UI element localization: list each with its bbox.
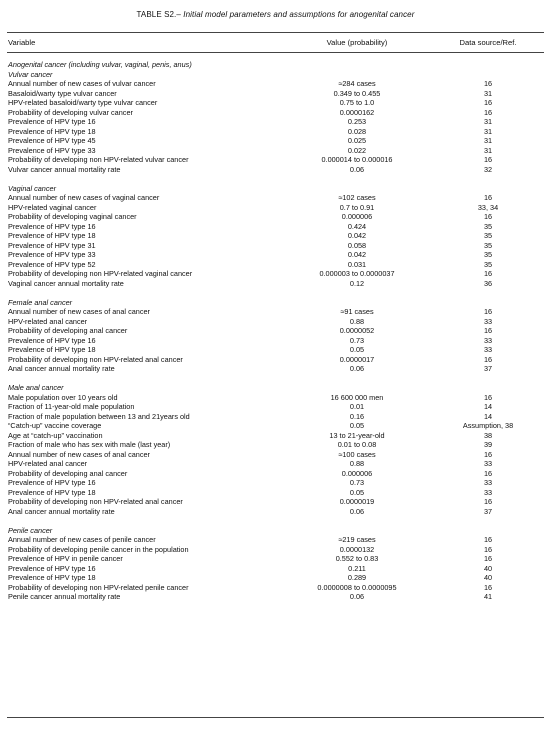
table-row bbox=[0, 89, 551, 99]
value-cell: 0.025 bbox=[347, 136, 367, 145]
variable-cell: Vaginal cancer annual mortality rate bbox=[8, 278, 124, 288]
table-row bbox=[0, 421, 551, 431]
value-cell: 0.01 to 0.08 bbox=[337, 440, 377, 449]
value-cell: 0.05 bbox=[349, 487, 365, 497]
source-cell: 36 bbox=[483, 278, 493, 288]
value-cell: 13 to 21-year-old bbox=[329, 430, 385, 440]
value-cell: 0.000014 to 0.000016 bbox=[321, 155, 393, 164]
table-row bbox=[0, 507, 551, 517]
table-row bbox=[0, 79, 551, 89]
source-cell: 14 bbox=[483, 411, 493, 421]
table-row bbox=[0, 260, 551, 270]
source-cell: 35 bbox=[483, 231, 493, 240]
value-cell: 0.0000052 bbox=[339, 326, 375, 335]
variable-cell: Annual number of new cases of vulvar cancer bbox=[8, 79, 156, 88]
table-row bbox=[0, 393, 551, 403]
variable-cell: Annual number of new cases of anal cancer bbox=[8, 307, 150, 316]
column-header-row bbox=[0, 38, 551, 50]
table-row bbox=[0, 355, 551, 365]
value-cell: 0.0000017 bbox=[339, 354, 375, 364]
source-cell: 35 bbox=[483, 250, 493, 259]
source-cell: 16 bbox=[483, 193, 493, 202]
variable-cell: Prevalence of HPV type 45 bbox=[8, 136, 96, 145]
variable-cell: Prevalence of HPV type 16 bbox=[8, 478, 96, 487]
source-cell: 31 bbox=[483, 126, 493, 136]
table-row bbox=[0, 412, 551, 422]
value-cell: 0.000006 bbox=[341, 468, 373, 478]
table-body bbox=[0, 60, 551, 602]
value-cell: 0.0000019 bbox=[339, 497, 375, 506]
value-cell: 0.022 bbox=[347, 145, 367, 155]
table-row bbox=[0, 203, 551, 213]
variable-cell: Prevalence of HPV type 16 bbox=[8, 117, 96, 126]
header-rule bbox=[7, 52, 544, 53]
table-row bbox=[0, 212, 551, 222]
variable-cell: HPV-related basaloid/warty type vulvar cancer bbox=[8, 98, 158, 107]
variable-cell: Probability of developing vulvar cancer bbox=[8, 107, 133, 117]
table-row bbox=[0, 573, 551, 583]
value-cell: 0.000003 to 0.0000037 bbox=[319, 269, 395, 278]
value-cell: 0.289 bbox=[347, 573, 367, 582]
table-row bbox=[0, 193, 551, 203]
value-cell: 0.05 bbox=[349, 421, 365, 430]
table-row bbox=[0, 554, 551, 564]
top-rule bbox=[7, 32, 544, 33]
section-title: Penile cancer bbox=[8, 525, 53, 535]
value-cell: ≈91 cases bbox=[340, 307, 374, 316]
value-cell: 0.424 bbox=[347, 221, 367, 231]
source-cell: 16 bbox=[483, 155, 493, 164]
section-title: Vulvar cancer bbox=[8, 69, 53, 79]
table-row bbox=[0, 136, 551, 146]
source-cell: 16 bbox=[483, 269, 493, 278]
source-cell: 33 bbox=[483, 459, 493, 468]
value-cell: 16 600 000 men bbox=[330, 392, 384, 402]
source-cell: 16 bbox=[483, 497, 493, 506]
variable-cell: Prevalence of HPV type 18 bbox=[8, 487, 96, 497]
variable-cell: Prevalence of HPV type 18 bbox=[8, 231, 96, 240]
table-row bbox=[0, 402, 551, 412]
source-cell: 16 bbox=[483, 449, 493, 459]
table-row bbox=[0, 488, 551, 498]
value-cell: 0.028 bbox=[347, 126, 367, 136]
value-cell: 0.042 bbox=[347, 250, 367, 259]
group-spacer bbox=[0, 288, 551, 298]
variable-cell: Prevalence of HPV type 52 bbox=[8, 259, 96, 269]
variable-cell: Prevalence of HPV type 33 bbox=[8, 250, 96, 259]
variable-cell: Probability of developing penile cancer in the population bbox=[8, 544, 189, 554]
source-cell: 14 bbox=[483, 402, 493, 411]
value-cell: 0.552 to 0.83 bbox=[335, 554, 379, 563]
source-cell: 16 bbox=[483, 554, 493, 563]
table-row bbox=[0, 450, 551, 460]
source-cell: 32 bbox=[483, 164, 493, 174]
column-header-variable: Variable bbox=[8, 38, 36, 47]
section-title-row bbox=[0, 383, 551, 393]
group-spacer bbox=[0, 374, 551, 384]
variable-cell: Probability of developing non HPV-related anal cancer bbox=[8, 497, 183, 506]
source-cell: 16 bbox=[483, 326, 493, 335]
table-row bbox=[0, 431, 551, 441]
table-row bbox=[0, 564, 551, 574]
table-row bbox=[0, 231, 551, 241]
source-cell: 39 bbox=[483, 440, 493, 449]
source-cell: 41 bbox=[483, 592, 493, 601]
table-row bbox=[0, 478, 551, 488]
source-cell: 16 bbox=[483, 212, 493, 221]
table-row bbox=[0, 459, 551, 469]
source-cell: 37 bbox=[483, 364, 493, 373]
section-title: Vaginal cancer bbox=[8, 183, 56, 193]
source-cell: 31 bbox=[483, 136, 493, 145]
table-row bbox=[0, 165, 551, 175]
value-cell: 0.349 to 0.455 bbox=[333, 88, 381, 98]
table-row bbox=[0, 592, 551, 602]
variable-cell: Anal cancer annual mortality rate bbox=[8, 506, 115, 516]
source-cell: 31 bbox=[483, 88, 493, 98]
variable-cell: Probability of developing anal cancer bbox=[8, 326, 128, 335]
value-cell: 0.0000132 bbox=[339, 544, 375, 554]
variable-cell: Prevalence of HPV type 16 bbox=[8, 221, 96, 231]
variable-cell: Fraction of 11-year-old male population bbox=[8, 402, 135, 411]
table-row bbox=[0, 146, 551, 156]
table-row bbox=[0, 336, 551, 346]
table-row bbox=[0, 469, 551, 479]
variable-cell: Prevalence of HPV type 18 bbox=[8, 126, 96, 136]
table-row bbox=[0, 583, 551, 593]
variable-cell: Prevalence of HPV type 16 bbox=[8, 335, 96, 345]
caption-label: TABLE S2.– bbox=[136, 10, 181, 19]
source-cell: 33 bbox=[483, 335, 493, 345]
value-cell: 0.7 to 0.91 bbox=[339, 202, 375, 212]
source-cell: 33 bbox=[483, 478, 493, 487]
section-title-row bbox=[0, 298, 551, 308]
table-row bbox=[0, 98, 551, 108]
source-cell: 35 bbox=[483, 259, 493, 269]
source-cell: 33 bbox=[483, 345, 493, 354]
source-cell: 40 bbox=[483, 573, 493, 582]
value-cell: ≈284 cases bbox=[338, 79, 376, 88]
value-cell: 0.042 bbox=[347, 231, 367, 240]
value-cell: 0.88 bbox=[349, 459, 365, 468]
variable-cell: Penile cancer annual mortality rate bbox=[8, 592, 121, 601]
variable-cell: Probability of developing anal cancer bbox=[8, 468, 128, 478]
source-cell: 16 bbox=[483, 544, 493, 554]
value-cell: 0.211 bbox=[348, 563, 366, 573]
source-cell: 33 bbox=[483, 316, 493, 326]
value-cell: 0.0000162 bbox=[339, 107, 375, 117]
column-header-source: Data source/Ref. bbox=[459, 38, 517, 47]
table-row bbox=[0, 108, 551, 118]
group-header-row bbox=[0, 60, 551, 70]
variable-cell: Male population over 10 years old bbox=[8, 392, 118, 402]
column-header-value: Value (probability) bbox=[326, 38, 388, 47]
table-row bbox=[0, 326, 551, 336]
table-row bbox=[0, 317, 551, 327]
source-cell: 35 bbox=[483, 221, 493, 231]
variable-cell: Prevalence of HPV type 18 bbox=[8, 573, 96, 582]
bottom-rule bbox=[7, 717, 544, 718]
variable-cell: Prevalence of HPV type 18 bbox=[8, 345, 96, 354]
source-cell: 31 bbox=[483, 117, 493, 126]
table-row bbox=[0, 345, 551, 355]
value-cell: 0.06 bbox=[349, 364, 365, 373]
variable-cell: Annual number of new cases of vaginal cancer bbox=[8, 193, 160, 202]
value-cell: 0.253 bbox=[347, 117, 367, 126]
value-cell: 0.058 bbox=[347, 240, 367, 250]
table-row bbox=[0, 127, 551, 137]
value-cell: 0.73 bbox=[349, 335, 365, 345]
section-title-row bbox=[0, 184, 551, 194]
variable-cell: Fraction of male population between 13 and 21years old bbox=[8, 411, 190, 421]
table-row bbox=[0, 307, 551, 317]
variable-cell: Annual number of new cases of penile cancer bbox=[8, 535, 156, 544]
table-row bbox=[0, 279, 551, 289]
variable-cell: “Catch-up” vaccine coverage bbox=[8, 421, 102, 430]
source-cell: 16 bbox=[483, 107, 493, 117]
source-cell: 16 bbox=[483, 582, 493, 592]
value-cell: 0.06 bbox=[349, 164, 365, 174]
variable-cell: Probability of developing non HPV-related vaginal cancer bbox=[8, 269, 193, 278]
variable-cell: Prevalence of HPV type 33 bbox=[8, 145, 96, 155]
caption-title: Initial model parameters and assumptions for anogenital cancer bbox=[183, 10, 415, 19]
value-cell: 0.01 bbox=[349, 402, 365, 411]
variable-cell: HPV-related anal cancer bbox=[8, 459, 88, 468]
source-cell: 16 bbox=[483, 468, 493, 478]
source-cell: 16 bbox=[483, 98, 493, 107]
value-cell: 0.05 bbox=[349, 345, 365, 354]
source-cell: 16 bbox=[483, 392, 493, 402]
value-cell: 0.000006 bbox=[341, 212, 373, 221]
variable-cell: HPV-related anal cancer bbox=[8, 316, 88, 326]
variable-cell: Probability of developing non HPV-related penile cancer bbox=[8, 582, 189, 592]
source-cell: 16 bbox=[483, 354, 493, 364]
section-title: Male anal cancer bbox=[8, 383, 64, 392]
variable-cell: Prevalence of HPV in penile cancer bbox=[8, 554, 123, 563]
table-row bbox=[0, 155, 551, 165]
source-cell: 31 bbox=[483, 145, 493, 155]
source-cell: 37 bbox=[483, 506, 493, 516]
table-row bbox=[0, 269, 551, 279]
value-cell: ≈219 cases bbox=[338, 535, 376, 544]
variable-cell: Age at “catch-up” vaccination bbox=[8, 430, 103, 440]
source-cell: 38 bbox=[483, 430, 493, 440]
group-spacer bbox=[0, 174, 551, 184]
variable-cell: Vulvar cancer annual mortality rate bbox=[8, 164, 121, 174]
table-row bbox=[0, 250, 551, 260]
table-row bbox=[0, 440, 551, 450]
source-cell: 16 bbox=[483, 307, 493, 316]
variable-cell: Probability of developing non HPV-related anal cancer bbox=[8, 354, 183, 364]
table-row bbox=[0, 117, 551, 127]
value-cell: 0.06 bbox=[349, 506, 365, 516]
value-cell: 0.031 bbox=[347, 259, 367, 269]
value-cell: 0.16 bbox=[349, 411, 365, 421]
section-title: Female anal cancer bbox=[8, 297, 73, 307]
section-title-row bbox=[0, 70, 551, 80]
variable-cell: Probability of developing non HPV-related vulvar cancer bbox=[8, 155, 189, 164]
source-cell: 33 bbox=[483, 487, 493, 497]
value-cell: 0.0000008 to 0.0000095 bbox=[317, 582, 397, 592]
variable-cell: Prevalence of HPV type 31 bbox=[8, 240, 96, 250]
value-cell: 0.73 bbox=[349, 478, 365, 487]
table-row bbox=[0, 545, 551, 555]
variable-cell: HPV-related vaginal cancer bbox=[8, 202, 97, 212]
value-cell: ≈102 cases bbox=[338, 193, 376, 202]
variable-cell: Annual number of new cases of anal cancer bbox=[8, 449, 150, 459]
source-cell: 16 bbox=[483, 79, 493, 88]
table-row bbox=[0, 497, 551, 507]
value-cell: 0.75 to 1.0 bbox=[339, 98, 375, 107]
value-cell: ≈100 cases bbox=[338, 449, 376, 459]
variable-cell: Fraction of male who has sex with male (last year) bbox=[8, 440, 171, 449]
source-cell: Assumption, 38 bbox=[462, 421, 514, 430]
variable-cell: Prevalence of HPV type 16 bbox=[8, 563, 96, 573]
source-cell: 40 bbox=[483, 563, 493, 573]
group-header: Anogenital cancer (including vulvar, vaginal, penis, anus) bbox=[8, 60, 192, 69]
source-cell: 33, 34 bbox=[477, 202, 499, 212]
table-row bbox=[0, 535, 551, 545]
variable-cell: Basaloid/warty type vulvar cancer bbox=[8, 88, 117, 98]
value-cell: 0.88 bbox=[349, 316, 365, 326]
variable-cell: Probability of developing vaginal cancer bbox=[8, 212, 137, 221]
section-title-row bbox=[0, 526, 551, 536]
variable-cell: Anal cancer annual mortality rate bbox=[8, 364, 115, 373]
source-cell: 35 bbox=[483, 240, 493, 250]
table-row bbox=[0, 364, 551, 374]
value-cell: 0.12 bbox=[349, 278, 365, 288]
value-cell: 0.06 bbox=[349, 592, 365, 601]
source-cell: 16 bbox=[483, 535, 493, 544]
group-spacer bbox=[0, 516, 551, 526]
table-row bbox=[0, 222, 551, 232]
table-caption bbox=[0, 10, 551, 19]
table-row bbox=[0, 241, 551, 251]
